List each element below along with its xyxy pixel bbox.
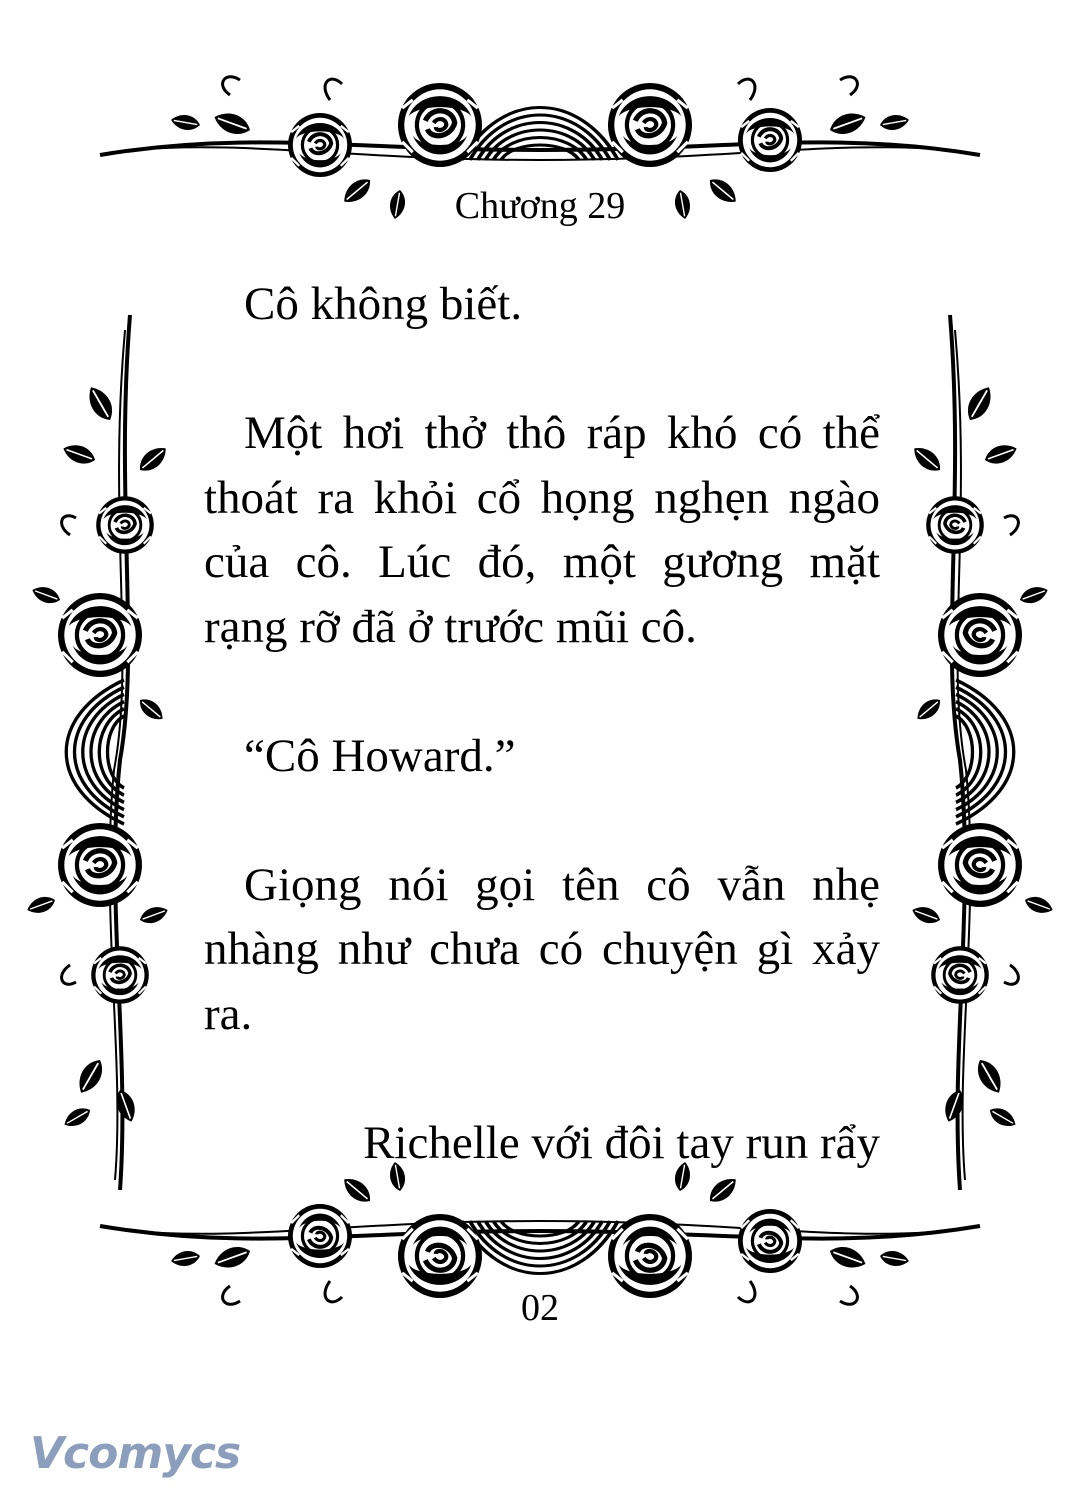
watermark-logo: Vcomycs [30,1428,241,1479]
chapter-title: Chương 29 [454,185,626,227]
paragraph: Một hơi thở thô ráp khó có thể thoát ra khỏi cổ họng nghẹn ngào của cô. Lúc đó, một gương mặt rạng rỡ đã ở trước mũi cô. [204,407,880,653]
page-number: 02 [521,1287,559,1329]
paragraph: Cô không biết. [244,278,523,330]
paragraph: “Cô Howard.” [244,729,516,782]
paragraph: Giọng nói gọi tên cô vẫn nhẹ nhàng như chưa có chuyện gì xảy ra. [204,858,880,1040]
paragraph: Richelle với đôi tay run rẩy [363,1116,880,1169]
story-text [204,272,880,1175]
